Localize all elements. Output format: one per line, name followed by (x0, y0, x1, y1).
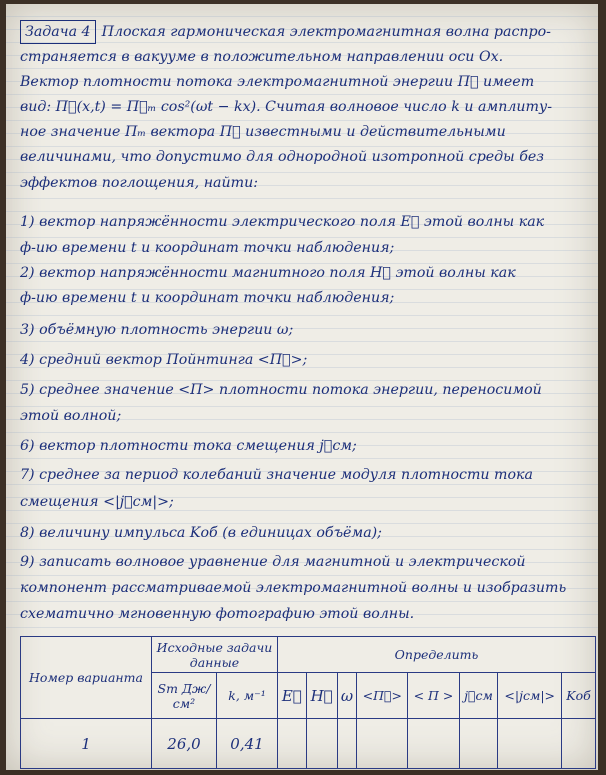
find-col-avg-j: <|jсм|> (498, 673, 562, 719)
item-2b: ф-ию времени t и координат точки наблюдения; (20, 290, 395, 306)
paper-rule-line (6, 341, 598, 342)
variant-table (20, 636, 596, 769)
item-5a: 5) среднее значение <П> плотности потока энергии, переносимой (20, 382, 542, 398)
item-7b: смещения <|j⃗см|>; (20, 494, 174, 510)
answer-avg-pvec (357, 719, 408, 769)
given-header: Исходные задачи данные (152, 637, 278, 673)
answer-k (562, 719, 596, 769)
paper-rule-line (6, 627, 598, 628)
given-col-k: k, м⁻¹ (217, 673, 278, 719)
item-1a: 1) вектор напряжённости электрического поля E⃗ этой волны как (20, 214, 545, 230)
item-9c: схематично мгновенную фотографию этой волны. (20, 606, 415, 622)
paper-sheet (6, 4, 598, 770)
find-header: Определить (278, 637, 596, 673)
paper-rule-line (6, 549, 598, 550)
line-7: эффектов поглощения, найти: (20, 175, 259, 191)
item-8: 8) величину импульса Kоб (в единицах объёма); (20, 525, 382, 541)
line-6: величинами, что допустимо для однородной изотропной среды без (20, 149, 545, 165)
paper-rule-line (6, 68, 598, 69)
find-col-h: H⃗ (306, 673, 337, 719)
answer-avg-p (408, 719, 459, 769)
find-col-e: E⃗ (278, 673, 307, 719)
paper-rule-line (6, 94, 598, 95)
answer-avg-j (498, 719, 562, 769)
item-4: 4) средний вектор Пойнтинга <П⃗>; (20, 352, 308, 368)
item-1b: ф-ию времени t и координат точки наблюдения; (20, 240, 395, 256)
item-5b: этой волной; (20, 408, 122, 424)
item-6: 6) вектор плотности тока смещения j⃗см; (20, 438, 357, 454)
find-col-k: Kоб (562, 673, 596, 719)
paper-rule-line (6, 432, 598, 433)
paper-rule-line (6, 198, 598, 199)
item-9a: 9) записать волновое уравнение для магнитной и электрической (20, 554, 526, 570)
item-3: 3) объёмную плотность энергии ω; (20, 322, 294, 338)
line-2: страняется в вакууме в положительном направлении оси Ox. (20, 49, 504, 65)
variant-header: Номер варианта (21, 637, 152, 719)
find-col-avg-p: < П > (408, 673, 459, 719)
variant-number: 1 (21, 719, 152, 769)
task-title: Задача 4 (20, 20, 96, 44)
value-k: 0,41 (217, 719, 278, 769)
paper-rule-line (6, 601, 598, 602)
paper-rule-line (6, 16, 598, 17)
find-col-avg-pvec: <П⃗> (357, 673, 408, 719)
find-col-w: ω (337, 673, 357, 719)
line-4: вид: П⃗(x,t) = П⃗ₘ cos²(ωt − kx). Считая волновое число k и амплиту- (20, 99, 552, 115)
item-7a: 7) среднее за период колебаний значение модуля плотности тока (20, 467, 533, 483)
item-2a: 2) вектор напряжённости магнитного поля H⃗ этой волны как (20, 265, 516, 281)
find-col-j: j⃗см (459, 673, 498, 719)
given-col-s: Sm Дж/см² (152, 673, 217, 719)
line-1: Задача 4 Плоская гармоническая электромагнитная волна распро- (20, 20, 588, 44)
value-s: 26,0 (152, 719, 217, 769)
answer-w (337, 719, 357, 769)
paper-rule-line (6, 458, 598, 459)
paper-rule-line (6, 315, 598, 316)
line-5: ное значение Пₘ вектора П⃗ известными и действительными (20, 124, 506, 140)
paper-rule-line (6, 575, 598, 576)
item-9b: компонент рассматриваемой электромагнитной волны и изобразить (20, 580, 567, 596)
answer-e (278, 719, 307, 769)
line-3: Вектор плотности потока электромагнитной энергии П⃗ имеет (20, 74, 535, 90)
answer-h (306, 719, 337, 769)
answer-j (459, 719, 498, 769)
